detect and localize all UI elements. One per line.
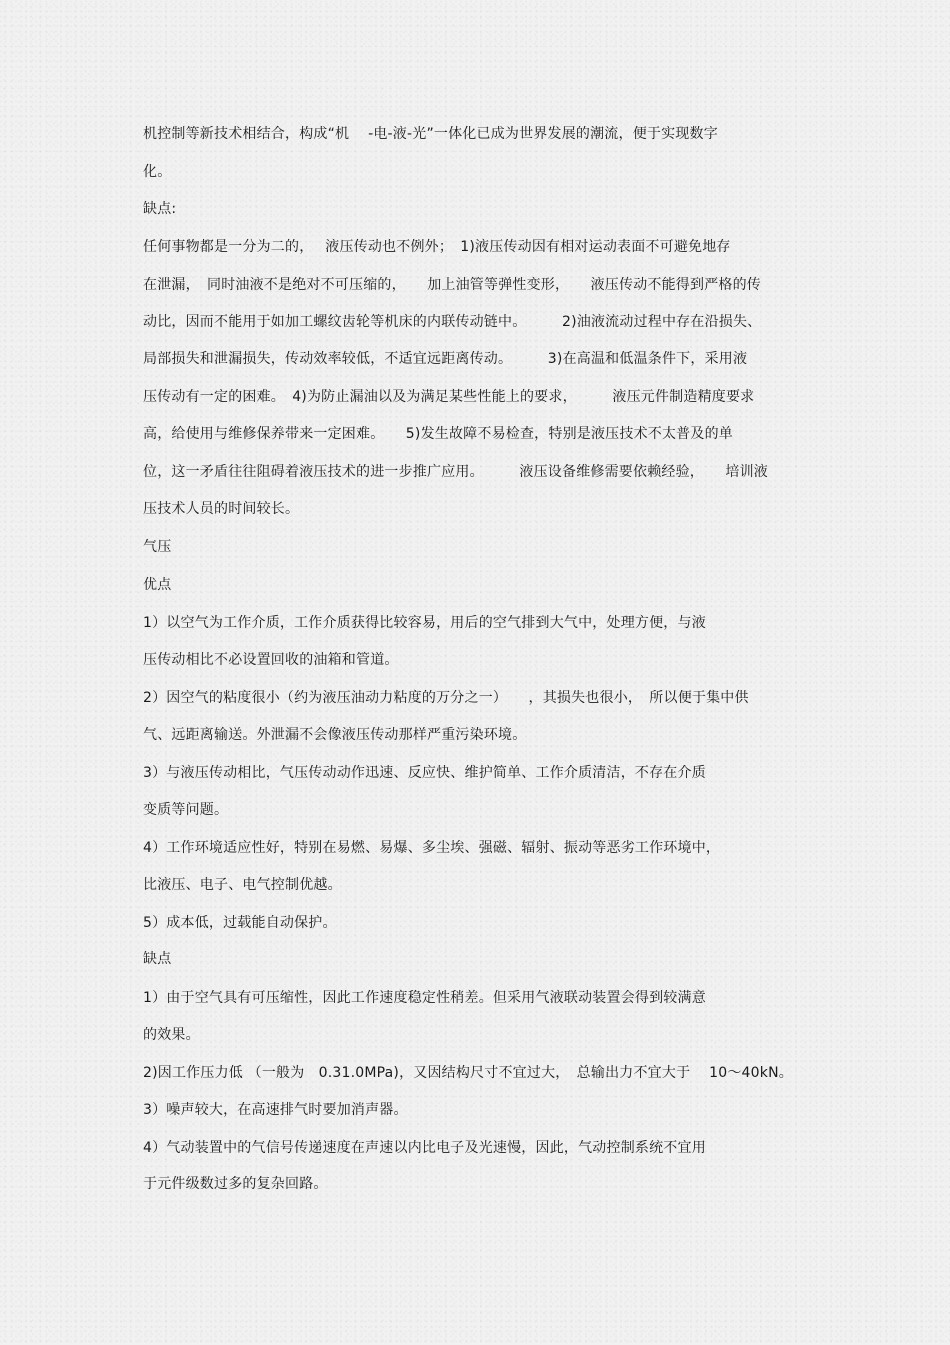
text-line: 局部损失和泄漏损失，传动效率较低，不适宜远距离传动。 3)在高温和低温条件下，采用液 (143, 351, 748, 367)
text-line: 3）与液压传动相比，气压传动动作迅速、反应快、维护简单、工作介质清洁，不存在介质 (143, 765, 706, 781)
text-line: 4）气动装置中的气信号传递速度在声速以内比电子及光速慢，因此，气动控制系统不宜用 (143, 1140, 706, 1156)
text-line: 的效果。 (143, 1027, 200, 1043)
text-line: 动比，因而不能用于如加工螺纹齿轮等机床的内联传动链中。 2)油液流动过程中存在沿损失、 (143, 314, 762, 330)
text-line: 压技术人员的时间较长。 (143, 501, 300, 517)
text-line: 比液压、电子、电气控制优越。 (143, 877, 342, 893)
text-line: 气、远距离输送。外泄漏不会像液压传动那样严重污染环境。 (143, 727, 527, 743)
text-line: 2）因空气的粘度很小（约为液压油动力粘度的万分之一） ，其损失也很小， 所以便于集中供 (143, 690, 749, 706)
text-line: 机控制等新技术相结合，构成“机 -电-液-光”一体化已成为世界发展的潮流，便于实现数字 (143, 126, 718, 142)
text-line: 4）工作环境适应性好，特别在易燃、易爆、多尘埃、强磁、辐射、振动等恶劣工作环境中， (143, 840, 721, 856)
text-line: 高，给使用与维修保养带来一定困难。 5)发生故障不易检查，特别是液压技术不太普及的单 (143, 426, 733, 442)
text-line: 1）以空气为工作介质，工作介质获得比较容易，用后的空气排到大气中，处理方便，与液 (143, 615, 706, 631)
text-line: 在泄漏， 同时油液不是绝对不可压缩的， 加上油管等弹性变形， 液压传动不能得到严格的传 (143, 277, 761, 293)
section-heading: 缺点: (143, 201, 177, 217)
text-line: 压传动有一定的困难。 4)为防止漏油以及为满足某些性能上的要求， 液压元件制造精度要求 (143, 389, 755, 405)
text-line: 压传动相比不必设置回收的油箱和管道。 (143, 652, 399, 668)
text-line: 1）由于空气具有可压缩性，因此工作速度稳定性稍差。但采用气液联动装置会得到较满意 (143, 990, 706, 1006)
text-line: 3）噪声较大，在高速排气时要加消声器。 (143, 1102, 408, 1118)
text-line: 于元件级数过多的复杂回路。 (143, 1176, 328, 1192)
text-line: 位，这一矛盾往往阻碍着液压技术的进一步推广应用。 液压设备维修需要依赖经验， 培训液 (143, 464, 768, 480)
section-heading: 缺点 (143, 951, 172, 967)
text-line: 变质等问题。 (143, 802, 229, 818)
section-heading: 优点 (143, 577, 172, 593)
text-line: 任何事物都是一分为二的， 液压传动也不例外； 1)液压传动因有相对运动表面不可避免地存 (143, 239, 731, 255)
text-line: 2)因工作压力低 （一般为 0.31.0MPa)，又因结构尺寸不宜过大， 总输出力不宜大于 10～40kN。 (143, 1065, 793, 1081)
text-line: 化。 (143, 164, 172, 180)
text-line: 5）成本低，过载能自动保护。 (143, 915, 337, 931)
section-heading: 气压 (143, 539, 172, 555)
